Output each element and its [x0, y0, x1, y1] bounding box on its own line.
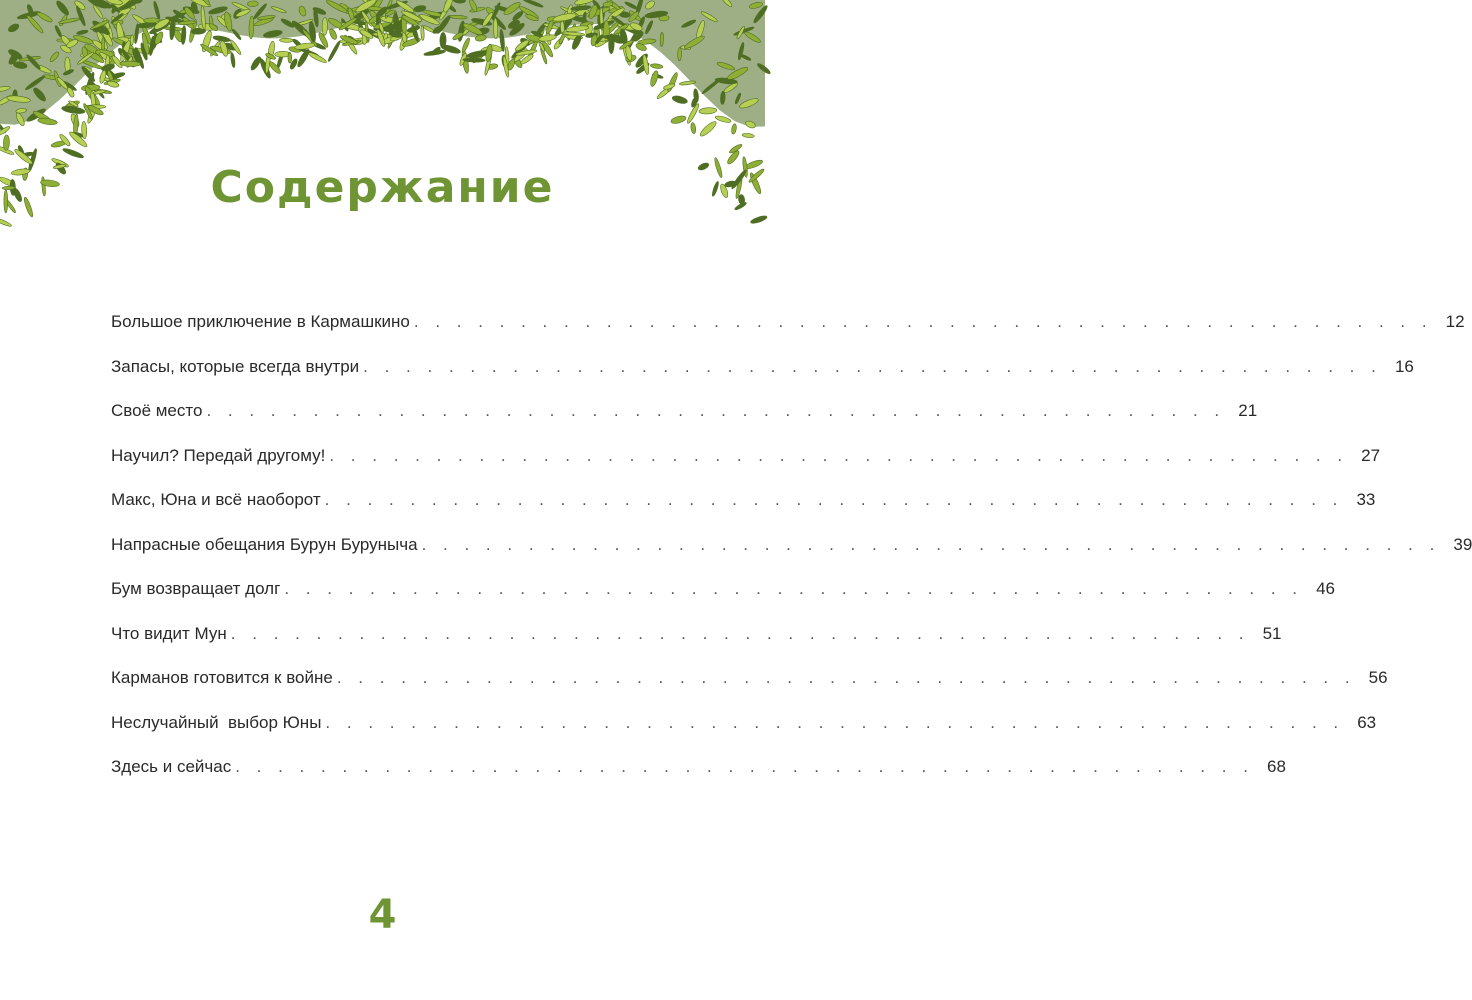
- leaf: [742, 133, 754, 138]
- leaf: [0, 217, 12, 228]
- leaf: [279, 38, 293, 42]
- leaf: [144, 18, 160, 24]
- leaf: [670, 115, 687, 125]
- toc-entry-title: Запасы, которые всегда внутри: [111, 356, 360, 376]
- toc-entry[interactable]: [111, 401, 1258, 446]
- leaf: [698, 120, 718, 139]
- toc-entry-page: 68: [1267, 757, 1286, 776]
- toc-leader-dots: . . . . . . . . . . . . . . . . . . . . . . . . . . . . . . . . . . . . . . . . . . . . . . . .: [284, 579, 1304, 598]
- leaf: [441, 43, 462, 55]
- toc-leader-dots: . . . . . . . . . . . . . . . . . . . . . . . . . . . . . . . . . . . . . . . . . . . . . . . .: [363, 356, 1382, 376]
- leaf: [3, 135, 10, 150]
- toc-entry[interactable]: [111, 534, 1472, 580]
- leaf: [37, 117, 57, 125]
- toc-entry-page: 51: [1262, 623, 1282, 643]
- leaf: [120, 61, 141, 67]
- toc-entry-title: Бум возвращает долг: [111, 579, 281, 598]
- toc-entry-title: Большое приключение в Кармашкино: [111, 312, 410, 331]
- leaf: [327, 40, 341, 62]
- toc-entry-page: 27: [1361, 445, 1381, 465]
- leaf: [660, 32, 664, 46]
- leaf: [307, 51, 327, 64]
- toc-entry-page: 63: [1357, 712, 1377, 732]
- toc-entry-page: 39: [1453, 534, 1472, 554]
- toc-entry-page: 46: [1316, 579, 1336, 598]
- toc-leader-dots: . . . . . . . . . . . . . . . . . . . . . . . . . . . . . . . . . . . . . . . . . . . . . . . .: [421, 534, 1441, 554]
- toc-entry[interactable]: [111, 445, 1381, 491]
- toc-entry-title: Напрасные обещания Бурун Буруныча: [111, 534, 418, 554]
- leaf: [230, 53, 236, 68]
- toc-entry-page: 21: [1238, 401, 1258, 420]
- toc-entry[interactable]: [111, 579, 1336, 624]
- toc-entry[interactable]: [111, 490, 1376, 535]
- toc-entry[interactable]: [111, 668, 1388, 713]
- toc-entry-title: Своё место: [111, 401, 203, 420]
- toc-leader-dots: . . . . . . . . . . . . . . . . . . . . . . . . . . . . . . . . . . . . . . . . . . . . . . . .: [324, 490, 1344, 509]
- leaf: [690, 122, 696, 134]
- toc-entry-page: 16: [1394, 356, 1414, 376]
- leaf: [666, 72, 679, 93]
- toc-entry-title: Научил? Передай другому!: [111, 445, 326, 465]
- leaf: [485, 44, 494, 62]
- leaf: [731, 123, 737, 134]
- leaf: [328, 28, 338, 41]
- toc-entry-title: Карманов готовится к войне: [111, 668, 333, 687]
- table-of-contents: [111, 312, 1472, 802]
- toc-entry-page: 33: [1356, 490, 1376, 509]
- page-number: 4: [368, 892, 397, 938]
- leaf: [493, 18, 498, 39]
- toc-leader-dots: . . . . . . . . . . . . . . . . . . . . . . . . . . . . . . . . . . . . . . . . . . . . . . . .: [206, 401, 1226, 420]
- toc-leader-dots: . . . . . . . . . . . . . . . . . . . . . . . . . . . . . . . . . . . . . . . . . . . . . . . .: [235, 757, 1254, 776]
- toc-leader-dots: . . . . . . . . . . . . . . . . . . . . . . . . . . . . . . . . . . . . . . . . . . . . . . . .: [230, 623, 1250, 643]
- toc-entry-title: Здесь и сейчас: [111, 757, 232, 776]
- toc-leader-dots: . . . . . . . . . . . . . . . . . . . . . . . . . . . . . . . . . . . . . . . . . . . . . . . .: [325, 712, 1345, 732]
- toc-entry-page: 12: [1445, 312, 1465, 331]
- leaf: [699, 107, 717, 114]
- toc-leader-dots: . . . . . . . . . . . . . . . . . . . . . . . . . . . . . . . . . . . . . . . . . . . . . . . .: [329, 445, 1349, 465]
- leaf: [677, 47, 681, 61]
- toc-leader-dots: . . . . . . . . . . . . . . . . . . . . . . . . . . . . . . . . . . . . . . . . . . . . . . . .: [413, 312, 1433, 331]
- page-title: Содержание: [210, 162, 555, 213]
- leaf: [322, 17, 328, 35]
- leaf: [649, 70, 659, 87]
- toc-entry-page: 56: [1368, 668, 1388, 687]
- toc-entry[interactable]: [111, 757, 1286, 802]
- toc-entry[interactable]: [111, 623, 1282, 669]
- leaf: [288, 52, 292, 63]
- leaf: [671, 94, 688, 104]
- toc-leader-dots: . . . . . . . . . . . . . . . . . . . . . . . . . . . . . . . . . . . . . . . . . . . . . . . .: [336, 668, 1356, 687]
- toc-entry[interactable]: [111, 312, 1465, 357]
- toc-entry[interactable]: [111, 712, 1377, 758]
- leaf: [461, 37, 471, 53]
- toc-entry[interactable]: [111, 356, 1414, 402]
- leaf: [650, 63, 663, 69]
- toc-entry-title: Что видит Мун: [111, 623, 227, 643]
- toc-entry-title: Макс, Юна и всё наоборот: [111, 490, 321, 509]
- leaf: [679, 80, 696, 85]
- toc-entry-title: Неслучайный выбор Юны: [111, 712, 322, 732]
- leaf: [61, 105, 85, 115]
